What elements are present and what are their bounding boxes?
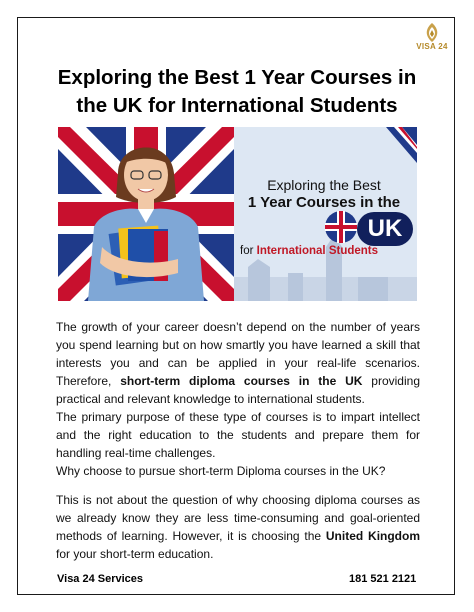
crest-icon bbox=[410, 22, 454, 44]
page-title: Exploring the Best 1 Year Courses in the UK for International Students bbox=[57, 66, 417, 117]
p1-bold: short-term diploma courses in the UK bbox=[120, 374, 363, 388]
paragraph-4 bbox=[56, 491, 420, 563]
p4-text-b: for your short-term education. bbox=[56, 547, 214, 561]
paragraph-2: The primary purpose of these type of courses is to impart intellect and the right education to the students and prepare them for handling real-time challenges. bbox=[56, 410, 420, 460]
footer-company: Visa 24 Services bbox=[57, 573, 144, 585]
hero-banner-text bbox=[234, 127, 417, 301]
banner-for-prefix: for bbox=[240, 245, 257, 257]
footer-phone: 181 521 2121 bbox=[349, 573, 417, 585]
p1-text-b: providing practical and relevant knowledge to international students. bbox=[56, 374, 420, 406]
banner-line2: 1 Year Courses in the bbox=[247, 194, 401, 211]
banner-uk-badge: UK bbox=[357, 212, 413, 246]
visa24-logo bbox=[410, 22, 454, 56]
banner-for-highlight: International Students bbox=[256, 245, 379, 257]
paragraph-1 bbox=[56, 318, 420, 408]
banner-line1: Exploring the Best bbox=[267, 177, 381, 193]
banner-for-line bbox=[240, 245, 418, 257]
p4-bold: United Kingdom bbox=[325, 529, 421, 543]
paragraph-3: Why choose to pursue short-term Diploma courses in the UK? bbox=[56, 464, 386, 478]
p4-text-a: This is not about the question of why choosing diploma courses as we already know they are less time-consuming and goal-oriented methods of learning. However, it is choosing the bbox=[56, 493, 420, 543]
logo-text: VISA 24 bbox=[416, 42, 448, 51]
p1-text-a: The growth of your career doesn’t depend on the number of years you spend learning but on how smartly you have learned a skill that interests you and can be applied in your real-life scenarios. Therefore, bbox=[56, 320, 420, 388]
